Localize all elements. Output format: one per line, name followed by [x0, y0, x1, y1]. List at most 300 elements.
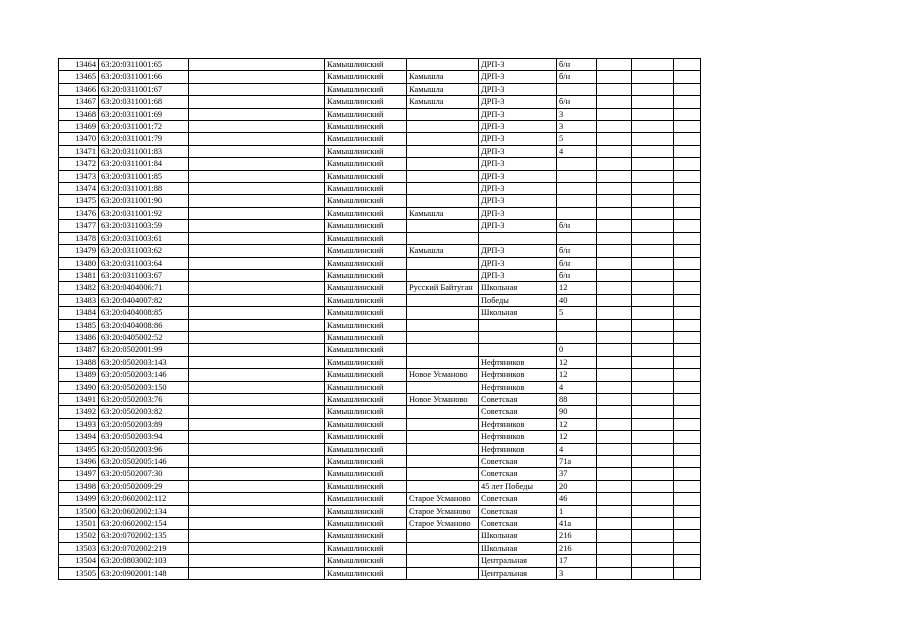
- blank-column-cell: [189, 121, 325, 133]
- extra-column-2-cell: [632, 319, 674, 331]
- district-cell: Камышлинский: [325, 518, 407, 530]
- district-cell: Камышлинский: [325, 282, 407, 294]
- cadastral-number-cell: 63:20:0311001:90: [99, 195, 189, 207]
- blank-column-cell: [189, 108, 325, 120]
- street-cell: ДРП-3: [479, 195, 557, 207]
- registry-table: [58, 58, 701, 580]
- row-number-cell: 13499: [59, 493, 99, 505]
- table-row: [59, 369, 701, 381]
- district-cell: Камышлинский: [325, 406, 407, 418]
- street-cell: Советская: [479, 468, 557, 480]
- table-row: [59, 381, 701, 393]
- row-number-cell: 13486: [59, 331, 99, 343]
- cadastral-number-cell: 63:20:0311003:61: [99, 232, 189, 244]
- blank-column-cell: [189, 282, 325, 294]
- table-row: [59, 195, 701, 207]
- cadastral-number-cell: 63:20:0502007:30: [99, 468, 189, 480]
- row-number-cell: 13474: [59, 183, 99, 195]
- house-number-cell: [557, 83, 597, 95]
- settlement-cell: Камышла: [407, 71, 479, 83]
- row-number-cell: 13496: [59, 456, 99, 468]
- extra-column-2-cell: [632, 505, 674, 517]
- settlement-cell: [407, 158, 479, 170]
- row-number-cell: 13478: [59, 232, 99, 244]
- extra-column-3-cell: [674, 493, 701, 505]
- row-number-cell: 13501: [59, 518, 99, 530]
- table-row: [59, 518, 701, 530]
- extra-column-1-cell: [597, 96, 632, 108]
- settlement-cell: [407, 418, 479, 430]
- house-number-cell: б/н: [557, 96, 597, 108]
- table-row: [59, 393, 701, 405]
- district-cell: Камышлинский: [325, 542, 407, 554]
- table-row: [59, 542, 701, 554]
- settlement-cell: Русский Байтуган: [407, 282, 479, 294]
- street-cell: ДРП-3: [479, 207, 557, 219]
- extra-column-2-cell: [632, 493, 674, 505]
- settlement-cell: [407, 257, 479, 269]
- row-number-cell: 13465: [59, 71, 99, 83]
- extra-column-1-cell: [597, 145, 632, 157]
- extra-column-2-cell: [632, 418, 674, 430]
- street-cell: ДРП-3: [479, 96, 557, 108]
- street-cell: ДРП-3: [479, 145, 557, 157]
- settlement-cell: [407, 319, 479, 331]
- blank-column-cell: [189, 71, 325, 83]
- extra-column-1-cell: [597, 480, 632, 492]
- house-number-cell: 4: [557, 443, 597, 455]
- extra-column-3-cell: [674, 356, 701, 368]
- table-row: [59, 344, 701, 356]
- extra-column-2-cell: [632, 443, 674, 455]
- blank-column-cell: [189, 456, 325, 468]
- extra-column-3-cell: [674, 170, 701, 182]
- table-row: [59, 220, 701, 232]
- extra-column-1-cell: [597, 257, 632, 269]
- house-number-cell: 3: [557, 108, 597, 120]
- extra-column-1-cell: [597, 542, 632, 554]
- blank-column-cell: [189, 220, 325, 232]
- table-row: [59, 431, 701, 443]
- blank-column-cell: [189, 369, 325, 381]
- row-number-cell: 13470: [59, 133, 99, 145]
- street-cell: [479, 344, 557, 356]
- house-number-cell: 37: [557, 468, 597, 480]
- street-cell: ДРП-3: [479, 59, 557, 71]
- blank-column-cell: [189, 183, 325, 195]
- district-cell: Камышлинский: [325, 232, 407, 244]
- cadastral-number-cell: 63:20:0311001:67: [99, 83, 189, 95]
- street-cell: ДРП-3: [479, 71, 557, 83]
- row-number-cell: 13475: [59, 195, 99, 207]
- extra-column-2-cell: [632, 96, 674, 108]
- cadastral-number-cell: 63:20:0311003:67: [99, 269, 189, 281]
- blank-column-cell: [189, 158, 325, 170]
- house-number-cell: 12: [557, 431, 597, 443]
- blank-column-cell: [189, 468, 325, 480]
- extra-column-2-cell: [632, 344, 674, 356]
- house-number-cell: 71а: [557, 456, 597, 468]
- extra-column-1-cell: [597, 555, 632, 567]
- settlement-cell: [407, 133, 479, 145]
- extra-column-3-cell: [674, 83, 701, 95]
- row-number-cell: 13473: [59, 170, 99, 182]
- row-number-cell: 13483: [59, 294, 99, 306]
- blank-column-cell: [189, 207, 325, 219]
- extra-column-1-cell: [597, 418, 632, 430]
- house-number-cell: 216: [557, 530, 597, 542]
- blank-column-cell: [189, 418, 325, 430]
- district-cell: Камышлинский: [325, 220, 407, 232]
- district-cell: Камышлинский: [325, 133, 407, 145]
- extra-column-3-cell: [674, 319, 701, 331]
- extra-column-2-cell: [632, 232, 674, 244]
- row-number-cell: 13467: [59, 96, 99, 108]
- extra-column-2-cell: [632, 158, 674, 170]
- table-row: [59, 480, 701, 492]
- table-row: [59, 331, 701, 343]
- extra-column-3-cell: [674, 232, 701, 244]
- cadastral-number-cell: 63:20:0311001:88: [99, 183, 189, 195]
- settlement-cell: [407, 220, 479, 232]
- district-cell: Камышлинский: [325, 555, 407, 567]
- table-row: [59, 245, 701, 257]
- street-cell: Нефтяников: [479, 443, 557, 455]
- house-number-cell: [557, 331, 597, 343]
- cadastral-number-cell: 63:20:0311001:79: [99, 133, 189, 145]
- cadastral-number-cell: 63:20:0502003:89: [99, 418, 189, 430]
- extra-column-1-cell: [597, 170, 632, 182]
- table-row: [59, 96, 701, 108]
- district-cell: Камышлинский: [325, 456, 407, 468]
- street-cell: Советская: [479, 406, 557, 418]
- row-number-cell: 13469: [59, 121, 99, 133]
- extra-column-3-cell: [674, 406, 701, 418]
- blank-column-cell: [189, 431, 325, 443]
- extra-column-2-cell: [632, 393, 674, 405]
- extra-column-2-cell: [632, 369, 674, 381]
- settlement-cell: Камышла: [407, 83, 479, 95]
- table-row: [59, 207, 701, 219]
- cadastral-number-cell: 63:20:0803002:103: [99, 555, 189, 567]
- house-number-cell: [557, 170, 597, 182]
- house-number-cell: [557, 207, 597, 219]
- street-cell: ДРП-3: [479, 269, 557, 281]
- extra-column-2-cell: [632, 294, 674, 306]
- extra-column-3-cell: [674, 344, 701, 356]
- settlement-cell: Камышла: [407, 96, 479, 108]
- row-number-cell: 13481: [59, 269, 99, 281]
- extra-column-3-cell: [674, 456, 701, 468]
- table-row: [59, 493, 701, 505]
- settlement-cell: [407, 195, 479, 207]
- street-cell: Нефтяников: [479, 418, 557, 430]
- extra-column-3-cell: [674, 245, 701, 257]
- district-cell: Камышлинский: [325, 331, 407, 343]
- extra-column-1-cell: [597, 493, 632, 505]
- row-number-cell: 13485: [59, 319, 99, 331]
- district-cell: Камышлинский: [325, 493, 407, 505]
- table-row: [59, 443, 701, 455]
- extra-column-1-cell: [597, 393, 632, 405]
- blank-column-cell: [189, 393, 325, 405]
- district-cell: Камышлинский: [325, 108, 407, 120]
- cadastral-number-cell: 63:20:0311001:83: [99, 145, 189, 157]
- table-row: [59, 294, 701, 306]
- house-number-cell: 4: [557, 145, 597, 157]
- extra-column-1-cell: [597, 282, 632, 294]
- cadastral-number-cell: 63:20:0502003:94: [99, 431, 189, 443]
- district-cell: Камышлинский: [325, 369, 407, 381]
- district-cell: Камышлинский: [325, 567, 407, 579]
- settlement-cell: Новое Усманово: [407, 393, 479, 405]
- extra-column-3-cell: [674, 158, 701, 170]
- extra-column-3-cell: [674, 567, 701, 579]
- settlement-cell: [407, 443, 479, 455]
- house-number-cell: 90: [557, 406, 597, 418]
- row-number-cell: 13490: [59, 381, 99, 393]
- house-number-cell: 12: [557, 369, 597, 381]
- cadastral-number-cell: 63:20:0502001:99: [99, 344, 189, 356]
- extra-column-2-cell: [632, 331, 674, 343]
- district-cell: Камышлинский: [325, 71, 407, 83]
- extra-column-1-cell: [597, 207, 632, 219]
- table-row: [59, 170, 701, 182]
- row-number-cell: 13498: [59, 480, 99, 492]
- extra-column-1-cell: [597, 158, 632, 170]
- settlement-cell: [407, 59, 479, 71]
- row-number-cell: 13505: [59, 567, 99, 579]
- blank-column-cell: [189, 145, 325, 157]
- street-cell: Школьная: [479, 530, 557, 542]
- district-cell: Камышлинский: [325, 418, 407, 430]
- street-cell: [479, 232, 557, 244]
- street-cell: Нефтяников: [479, 431, 557, 443]
- house-number-cell: б/н: [557, 257, 597, 269]
- blank-column-cell: [189, 83, 325, 95]
- house-number-cell: 40: [557, 294, 597, 306]
- extra-column-2-cell: [632, 145, 674, 157]
- cadastral-number-cell: 63:20:0311001:92: [99, 207, 189, 219]
- row-number-cell: 13493: [59, 418, 99, 430]
- cadastral-number-cell: 63:20:0404008:86: [99, 319, 189, 331]
- extra-column-2-cell: [632, 220, 674, 232]
- house-number-cell: [557, 319, 597, 331]
- settlement-cell: [407, 108, 479, 120]
- extra-column-1-cell: [597, 443, 632, 455]
- street-cell: Нефтяников: [479, 369, 557, 381]
- extra-column-3-cell: [674, 195, 701, 207]
- settlement-cell: [407, 542, 479, 554]
- table-row: [59, 183, 701, 195]
- house-number-cell: 12: [557, 356, 597, 368]
- table-row: [59, 418, 701, 430]
- house-number-cell: 1: [557, 505, 597, 517]
- extra-column-3-cell: [674, 282, 701, 294]
- district-cell: Камышлинский: [325, 59, 407, 71]
- extra-column-1-cell: [597, 381, 632, 393]
- extra-column-1-cell: [597, 121, 632, 133]
- cadastral-number-cell: 63:20:0311001:72: [99, 121, 189, 133]
- house-number-cell: [557, 158, 597, 170]
- district-cell: Камышлинский: [325, 344, 407, 356]
- row-number-cell: 13492: [59, 406, 99, 418]
- table-row: [59, 530, 701, 542]
- row-number-cell: 13476: [59, 207, 99, 219]
- extra-column-1-cell: [597, 108, 632, 120]
- settlement-cell: [407, 232, 479, 244]
- settlement-cell: [407, 331, 479, 343]
- cadastral-number-cell: 63:20:0404006:71: [99, 282, 189, 294]
- blank-column-cell: [189, 555, 325, 567]
- blank-column-cell: [189, 567, 325, 579]
- table-row: [59, 555, 701, 567]
- cadastral-number-cell: 63:20:0311001:84: [99, 158, 189, 170]
- settlement-cell: [407, 431, 479, 443]
- extra-column-1-cell: [597, 567, 632, 579]
- blank-column-cell: [189, 245, 325, 257]
- extra-column-2-cell: [632, 480, 674, 492]
- cadastral-number-cell: 63:20:0502003:96: [99, 443, 189, 455]
- table-row: [59, 567, 701, 579]
- district-cell: Камышлинский: [325, 83, 407, 95]
- table-row: [59, 59, 701, 71]
- extra-column-1-cell: [597, 356, 632, 368]
- house-number-cell: б/н: [557, 245, 597, 257]
- street-cell: Советская: [479, 393, 557, 405]
- extra-column-1-cell: [597, 505, 632, 517]
- extra-column-3-cell: [674, 431, 701, 443]
- settlement-cell: [407, 555, 479, 567]
- cadastral-number-cell: 63:20:0311003:64: [99, 257, 189, 269]
- row-number-cell: 13464: [59, 59, 99, 71]
- blank-column-cell: [189, 530, 325, 542]
- extra-column-3-cell: [674, 369, 701, 381]
- district-cell: Камышлинский: [325, 480, 407, 492]
- row-number-cell: 13494: [59, 431, 99, 443]
- street-cell: Победы: [479, 294, 557, 306]
- row-number-cell: 13480: [59, 257, 99, 269]
- blank-column-cell: [189, 269, 325, 281]
- settlement-cell: [407, 121, 479, 133]
- table-row: [59, 145, 701, 157]
- street-cell: [479, 331, 557, 343]
- extra-column-2-cell: [632, 195, 674, 207]
- house-number-cell: 216: [557, 542, 597, 554]
- cadastral-number-cell: 63:20:0602002:112: [99, 493, 189, 505]
- blank-column-cell: [189, 307, 325, 319]
- extra-column-2-cell: [632, 518, 674, 530]
- extra-column-2-cell: [632, 468, 674, 480]
- blank-column-cell: [189, 480, 325, 492]
- row-number-cell: 13471: [59, 145, 99, 157]
- house-number-cell: 4: [557, 381, 597, 393]
- house-number-cell: 5: [557, 307, 597, 319]
- settlement-cell: [407, 344, 479, 356]
- district-cell: Камышлинский: [325, 505, 407, 517]
- cadastral-number-cell: 63:20:0311001:85: [99, 170, 189, 182]
- district-cell: Камышлинский: [325, 269, 407, 281]
- blank-column-cell: [189, 505, 325, 517]
- settlement-cell: Старое Усманово: [407, 505, 479, 517]
- table-row: [59, 71, 701, 83]
- district-cell: Камышлинский: [325, 257, 407, 269]
- settlement-cell: [407, 356, 479, 368]
- extra-column-2-cell: [632, 59, 674, 71]
- row-number-cell: 13472: [59, 158, 99, 170]
- settlement-cell: [407, 145, 479, 157]
- settlement-cell: [407, 170, 479, 182]
- cadastral-number-cell: 63:20:0311003:59: [99, 220, 189, 232]
- blank-column-cell: [189, 493, 325, 505]
- settlement-cell: Старое Усманово: [407, 493, 479, 505]
- district-cell: Камышлинский: [325, 121, 407, 133]
- registry-table-body: [59, 59, 701, 580]
- district-cell: Камышлинский: [325, 443, 407, 455]
- street-cell: Советская: [479, 518, 557, 530]
- extra-column-2-cell: [632, 245, 674, 257]
- extra-column-1-cell: [597, 319, 632, 331]
- cadastral-number-cell: 63:20:0502003:143: [99, 356, 189, 368]
- street-cell: Школьная: [479, 542, 557, 554]
- extra-column-2-cell: [632, 269, 674, 281]
- extra-column-1-cell: [597, 468, 632, 480]
- street-cell: Советская: [479, 456, 557, 468]
- row-number-cell: 13489: [59, 369, 99, 381]
- street-cell: 45 лет Победы: [479, 480, 557, 492]
- settlement-cell: [407, 480, 479, 492]
- extra-column-3-cell: [674, 443, 701, 455]
- blank-column-cell: [189, 232, 325, 244]
- cadastral-number-cell: 63:20:0404007:82: [99, 294, 189, 306]
- table-row: [59, 406, 701, 418]
- extra-column-1-cell: [597, 294, 632, 306]
- district-cell: Камышлинский: [325, 183, 407, 195]
- row-number-cell: 13495: [59, 443, 99, 455]
- blank-column-cell: [189, 294, 325, 306]
- street-cell: ДРП-3: [479, 220, 557, 232]
- blank-column-cell: [189, 319, 325, 331]
- cadastral-number-cell: 63:20:0502005:146: [99, 456, 189, 468]
- extra-column-1-cell: [597, 530, 632, 542]
- district-cell: Камышлинский: [325, 530, 407, 542]
- extra-column-3-cell: [674, 505, 701, 517]
- extra-column-1-cell: [597, 344, 632, 356]
- row-number-cell: 13487: [59, 344, 99, 356]
- district-cell: Камышлинский: [325, 431, 407, 443]
- district-cell: Камышлинский: [325, 381, 407, 393]
- extra-column-2-cell: [632, 530, 674, 542]
- extra-column-1-cell: [597, 406, 632, 418]
- row-number-cell: 13491: [59, 393, 99, 405]
- row-number-cell: 13484: [59, 307, 99, 319]
- extra-column-1-cell: [597, 431, 632, 443]
- house-number-cell: [557, 232, 597, 244]
- settlement-cell: [407, 381, 479, 393]
- settlement-cell: [407, 567, 479, 579]
- cadastral-number-cell: 63:20:0405002:52: [99, 331, 189, 343]
- district-cell: Камышлинский: [325, 96, 407, 108]
- cadastral-number-cell: 63:20:0702002:219: [99, 542, 189, 554]
- house-number-cell: 46: [557, 493, 597, 505]
- cadastral-number-cell: 63:20:0602002:154: [99, 518, 189, 530]
- cadastral-number-cell: 63:20:0902001:148: [99, 567, 189, 579]
- extra-column-2-cell: [632, 555, 674, 567]
- table-row: [59, 269, 701, 281]
- house-number-cell: б/н: [557, 269, 597, 281]
- row-number-cell: 13468: [59, 108, 99, 120]
- extra-column-1-cell: [597, 59, 632, 71]
